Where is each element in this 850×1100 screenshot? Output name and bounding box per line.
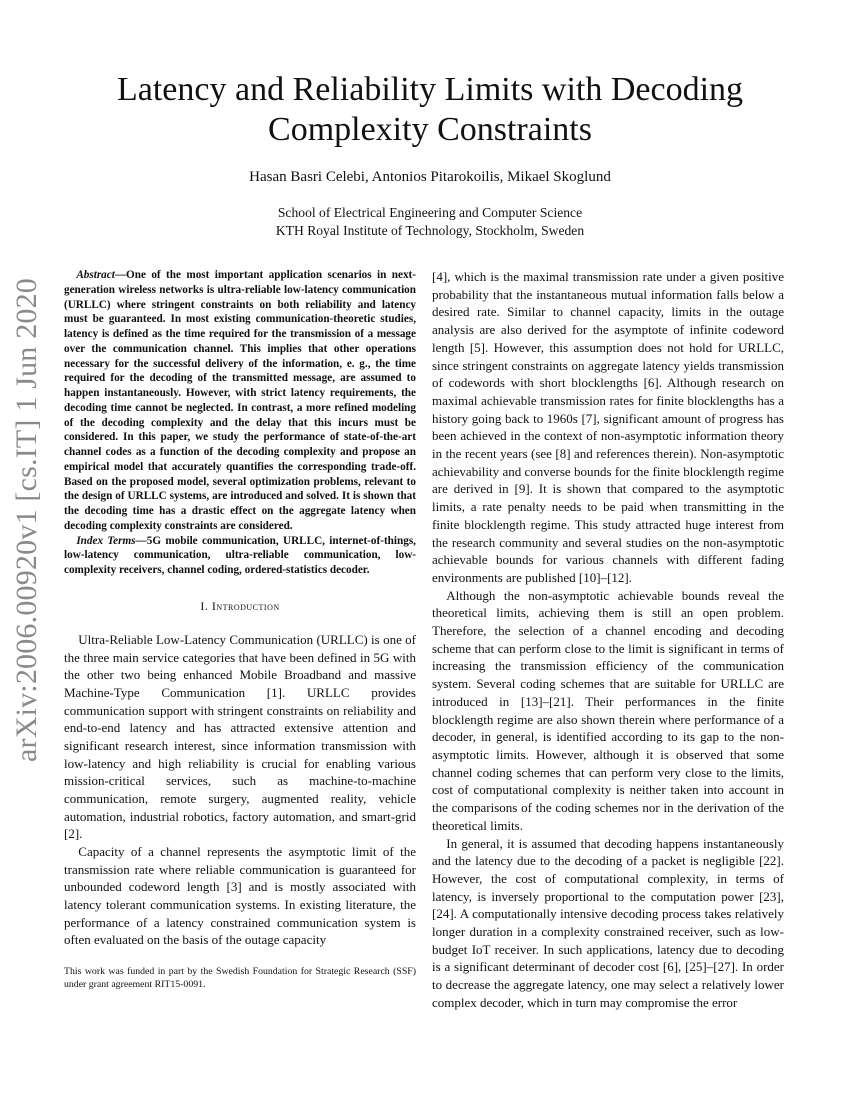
affiliation-line-1: School of Electrical Engineering and Computer Science [277, 205, 583, 220]
affiliation [60, 204, 800, 240]
left-column [64, 268, 416, 949]
affiliation-line-2: KTH Royal Institute of Technology, Stockholm, Sweden [275, 223, 585, 238]
right-paragraph-3: In general, it is assumed that decoding happens instantaneously and the latency due to the decoding of a packet is negligible [22]. However, the cost of computational complexity, in terms of latency, is inversely proportional to the computation power [23], [24]. A computationally intensive decoding process takes relatively longer duration in a complexity constrained receiver, such as low-budget IoT receiver. In such applications, latency due to decoding is a significant determinant of decoder cost [6], [25]–[27]. In order to decrease the aggregate latency, one may select a relatively lower complex decoder, which in turn may compromise the error [432, 835, 784, 1010]
paper-title: Latency and Reliability Limits with Decoding Complexity Constraints [116, 71, 744, 148]
author-list: Hasan Basri Celebi, Antonios Pitarokoilis, Mikael Skoglund [249, 169, 611, 185]
arxiv-identifier-text: arXiv:2006.00920v1 [cs.IT] 1 Jun 2020 [10, 277, 44, 763]
right-paragraph-1: [4], which is the maximal transmission rate under a given positive probability that the instantaneous mutual information falls below a desired rate. Similar to channel capacity, limits in the outage analysis are also derived for the asymptote of infinite codeword length [5]. However, this assumption does not hold for URLLC, since stringent constraints on aggregate latency yields transmission of codewords with short blocklengths [6]. Although research on maximal achievable transmission rates for finite blocklengths has a history going back to 1960s [7], significant amount of progress has been achieved in the context of non-asymptotic information theory in the recent years (see [8] and references therein). Non-asymptotic achievability and converse bounds for the finite blocklength regime are derived in [9]. It is shown that compared to the asymptotic limits, a rate penalty needs to be paid when transmitting in the finite blocklength regime. This study attracted huge interest from the research community and several studies on the non-asymptotic achievable bounds for various channels with different fading environments are published [10]–[12]. [432, 269, 784, 585]
abstract-text: —One of the most important application scenarios in next-generation wireless networks is ultra-reliable low-latency communication (URLLC) where stringent constraints on both reliability and latency must be guaranteed. In most existing communication-theoretic studies, latency is defined as the time required for the transmission of a message over the communication channel. This implies that other operations necessary for the successful delivery of the information, e. g., the time required for the decoding of the transmitted message, are assumed to happen instantaneously. However, with strict latency requirements, the decoding time cannot be neglected. In contrast, a more refined modeling of the decoding complexity and the delay that this incurs must be considered. In this paper, we study the performance of state-of-the-art channel codes as a function of the decoding complexity and propose an empirical model that accurately quantifies the corresponding trade-off. Based on the proposed model, several optimization problems, relevant to the design of URLLC systems, are introduced and solved. It is shown that the decoding time has a drastic effect on the aggregate latency when decoding complexity constraints are considered. [64, 269, 416, 532]
intro-paragraph-1: Ultra-Reliable Low-Latency Communication (URLLC) is one of the three main service categories that have been defined in 5G with the other two being enhanced Mobile Broadband and massive Machine-Type Communication [1]. URLLC provides communication support with stringent constraints on reliability and end-to-end latency and has attracted extensive attention and significant research interest, since information transmission with low-latency and high reliability is crucial for enabling various mission-critical services, such as machine-to-machine communication, remote surgery, augmented reality, vehicle automation, industrial robotics, factory automation, and smart-grid [2]. [64, 632, 416, 842]
abstract [64, 268, 416, 534]
index-terms [64, 534, 416, 578]
index-terms-label: Index Terms [76, 534, 136, 547]
abstract-label: Abstract [76, 269, 115, 281]
index-terms-text: —5G mobile communication, URLLC, internet-of-things, low-latency communication, ultra-reliable communication, low-complexity receivers, channel coding, ordered-statistics decoder. [64, 534, 416, 576]
intro-paragraph-2: Capacity of a channel represents the asymptotic limit of the transmission rate where reliable communication is guaranteed for unbounded codeword length [3] and is mostly associated with latency tolerant communication systems. In existing literature, the performance of a latency constrained communication system is often evaluated on the basis of the outage capacity [64, 843, 416, 948]
arxiv-identifier [1, 277, 53, 763]
right-column [432, 268, 784, 1012]
footnote: This work was funded in part by the Swedish Foundation for Strategic Research (SSF) under grant agreement RIT15-0091. [64, 966, 416, 990]
right-paragraph-2: Although the non-asymptotic achievable bounds reveal the theoretical limits, achieving them is still an open problem. Therefore, the selection of a channel encoding and decoding scheme that can perform close to the limit is significant in terms of increasing the transmission efficiency of the communication system. Several coding schemes that are suitable for URLLC are introduced in [13]–[21]. Their performances in the finite blocklength regime are also shown therein where performance of a decoder, in general, is identified according to its gap to the non-asymptotic limits. However, although it is observed that some channel coding schemes that can perform very close to the limits, cost of computational complexity is neither taken into account in the comparisons of the coding schemes nor in the derivation of the theoretical limits. [432, 587, 784, 833]
section-heading-introduction: I. Introduction [200, 598, 280, 613]
